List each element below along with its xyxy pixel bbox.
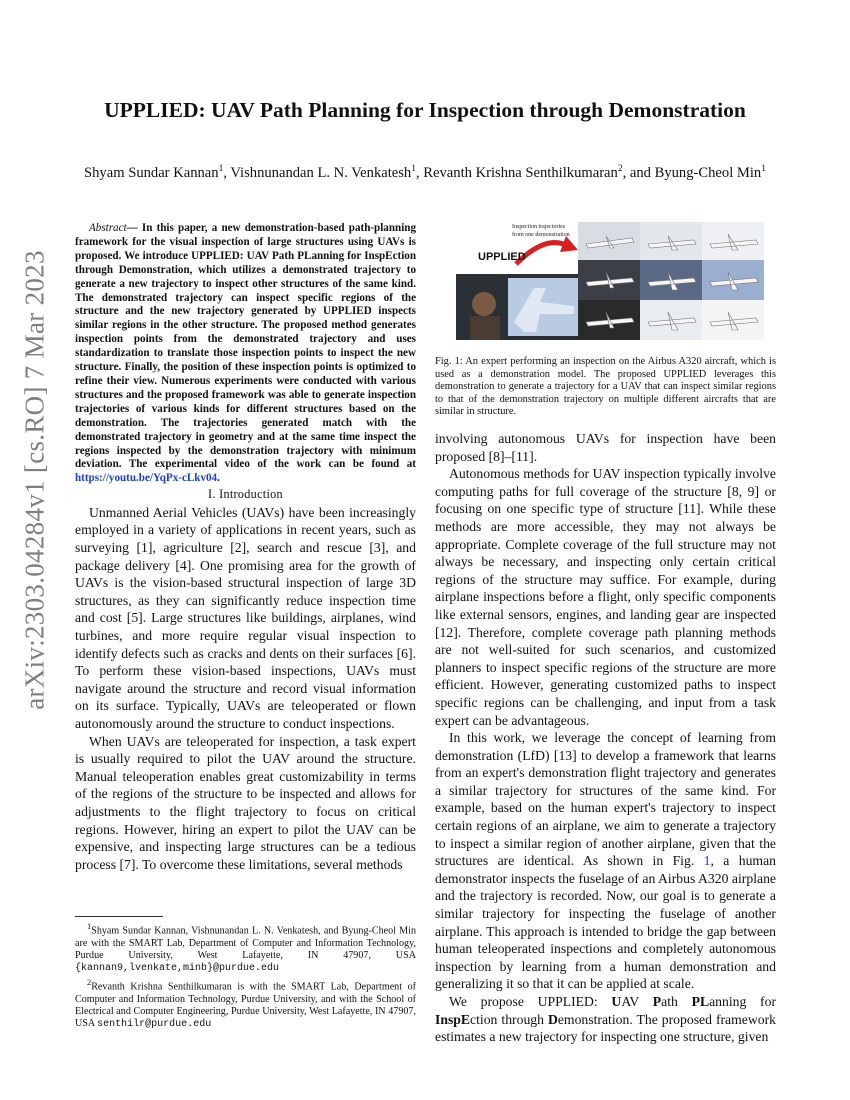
acronym-letter: PL xyxy=(691,994,710,1009)
footnote-email: {kannan9,lvenkate,minb}@purdue.edu xyxy=(75,962,280,974)
footnote-text: Shyam Sundar Kannan, Vishnunandan L. N. Venkatesh, and Byung-Cheol Min are with the SMART Lab, Department of Computer and Information Technology, Purdue University, West Lafayette, IN 47907, USA xyxy=(75,925,416,961)
author-list xyxy=(0,164,850,182)
section-heading: I. Introduction xyxy=(208,487,283,502)
figure-reference-link[interactable]: 1 xyxy=(703,853,711,869)
author-separator: , and xyxy=(622,164,655,181)
affiliation-mark: 2 xyxy=(617,164,623,174)
paper-title: UPPLIED: UAV Path Planning for Inspection through Demonstration xyxy=(104,98,746,122)
affiliation-mark: 1 xyxy=(218,164,224,174)
affiliation-mark: 1 xyxy=(411,164,416,174)
paragraph-text: AV xyxy=(621,994,653,1009)
acronym-letter: D xyxy=(547,1011,558,1027)
right-column xyxy=(435,430,776,1046)
body-paragraph: involving autonomous UAVs for inspection have been proposed [8]–[11]. xyxy=(435,431,776,464)
aircraft-grid xyxy=(578,222,764,340)
footnote-2 xyxy=(75,977,416,1031)
footnotes xyxy=(75,916,416,1033)
paragraph-text: , a human demonstrator inspects the fuselage of an Airbus A320 airplane and the trajectory is recorded. Now, our goal is to generate a similar trajectory for inspecting the fuselage of another airplane. This approach is intended to bridge the gap between human teleoperated inspections and completely autonomous inspection by learning from a human demonstration and generalizing it so that it can be applied at scale. xyxy=(435,853,776,992)
author-name: Revanth Krishna Senthilkumaran xyxy=(423,164,618,181)
paragraph-text: ath xyxy=(661,994,692,1009)
footnote-rule xyxy=(75,916,163,917)
trajectory-label-line-2: from one demonstration xyxy=(512,232,570,238)
acronym-letter: U xyxy=(611,994,622,1009)
arxiv-id: arXiv:2303.04284v1 [cs.RO] 7 Mar 2023 xyxy=(19,250,50,710)
footnote-mark: 1 xyxy=(87,922,92,931)
paragraph-text: ction through xyxy=(470,1011,548,1027)
abstract-end: . xyxy=(217,472,220,485)
paragraph-text: emonstration. The proposed framework estimates a new trajectory for inspecting one structure, given xyxy=(435,1011,776,1045)
author-separator: , xyxy=(415,164,424,181)
author-name: Shyam Sundar Kannan xyxy=(84,164,219,181)
footnote-1 xyxy=(75,921,416,975)
video-link[interactable]: https://youtu.be/YqPx-cLkv04 xyxy=(75,472,218,485)
acronym-letter: P xyxy=(652,994,662,1009)
paragraph-text: We propose UPPLIED: xyxy=(449,994,612,1009)
body-paragraph: Autonomous methods for UAV inspection typically involve computing paths for full coverage of the structure [8, 9] or focusing on one specific type of structure [11]. While these methods are more accessible, they may not always be appropriate. Complete coverage of the full structure may not always be necessary, and inspecting only certain critical regions of the structure may suffice. For example, during airplane inspections before a flight, only specific components like external sensors, engines, and landing gear are inspected [12]. Therefore, complete coverage path planning methods are not well-suited for such scenarios, and customized planners to inspect specific regions of the structure are more efficient. However, generating customized paths to inspect specific regions can be challenging, and input from a task expert can be advantageous. xyxy=(435,466,776,728)
author-name: Vishnunandan L. N. Venkatesh xyxy=(230,164,412,181)
left-column xyxy=(75,222,416,873)
author-separator: , xyxy=(223,164,231,181)
upplied-label: UPPLIED xyxy=(478,251,526,263)
paragraph-text: anning for xyxy=(709,994,777,1009)
body-paragraph xyxy=(435,993,776,1046)
figure-illustration xyxy=(456,222,764,340)
author-name: Byung-Cheol Min xyxy=(654,164,762,181)
arxiv-sidebar-stamp xyxy=(10,250,60,710)
figure-caption: Fig. 1: An expert performing an inspection on the Airbus A320 aircraft, which is used as a demonstration model. The proposed UPPLIED leverages this demonstration to generate a trajectory for a UAV that can inspect similar regions to that of the demonstration trajectory on multiple different aircrafts that are similar in structure. xyxy=(435,356,776,418)
footnote-mark: 2 xyxy=(87,978,92,988)
abstract-body: In this paper, a new demonstration-based path-planning framework for the visual inspection of large structures using UAVs is proposed. We introduce UPPLIED: UAV Path PLanning for InspEction through Demonstration, which utilizes a demonstrated trajectory to generate a new trajectory to inspect other structures of the same kind. The demonstrated trajectory can inspect specific regions of the structure and the new trajectory generated by UPPLIED inspects similar regions in the other structure. The proposed method generates inspection points from the demonstrated trajectory and uses standardization to translate those inspection points to inspect the new structure. Finally, the position of these inspection points is optimized to refine their view. Numerous experiments were conducted with various structures and the proposed framework was able to generate inspection trajectories of various kinds for different structures based on the demonstration. The trajectories generated match with the demonstrated trajectory in geometry and at the same time inspect the regions inspected by the demonstration trajectory with minimum deviation. The experimental video of the work can be found at xyxy=(75,222,416,471)
acronym-letter: E xyxy=(460,1011,471,1027)
abstract-dash: — xyxy=(126,222,142,234)
intro-paragraph: When UAVs are teleoperated for inspection, a task expert is usually required to pilot the UAV around the structure. Manual teleoperation enables great customizability in terms of the regions of the structure to be inspected and allows for adjustments to the flight trajectory to focus on critical regions. However, hiring an expert to pilot the UAV can be expensive, and inspecting large structures can be a tedious process [7]. To overcome these limitations, several methods xyxy=(75,733,416,872)
figure-1 xyxy=(456,222,764,340)
acronym-letter: Insp xyxy=(435,1011,461,1027)
abstract-label: Abstract xyxy=(89,222,127,234)
trajectory-label-line-1: Inspection trajectories xyxy=(512,224,566,230)
footnote-email: senthilr@purdue.edu xyxy=(97,1019,212,1031)
body-paragraph xyxy=(435,729,776,993)
intro-paragraph: Unmanned Aerial Vehicles (UAVs) have been increasingly employed in a variety of applications in recent years, such as surveying [1], agriculture [2], search and rescue [3], and package delivery [4]. One promising area for the growth of UAVs is the vision-based structural inspection of large 3D structures, as they can significantly reduce inspection time and cost [5]. Large structures like buildings, airplanes, wind turbines, and more require regular visual inspection to identify defects such as cracks and dents on their surfaces [6]. To perform these vision-based inspections, UAVs must navigate around the structure and record visual information on its surface. Typically, UAVs are teleoperated or flown autonomously around the structure to conduct inspections. xyxy=(75,504,416,731)
abstract xyxy=(75,222,416,486)
affiliation-mark: 1 xyxy=(761,164,766,174)
paragraph-text: In this work, we leverage the concept of learning from demonstration (LfD) [13] to develop a framework that learns from an expert's demonstration flight trajectory and generates a similar trajectory for structures of the same kind. For example, based on the human expert's trajectory to inspect certain regions of an airplane, we aim to generate a trajectory to inspect a similar region of another airplane, given that the structures are identical. As shown in Fig. xyxy=(435,730,776,869)
person-body xyxy=(470,316,500,340)
person-head xyxy=(472,292,496,316)
footnote-text: Revanth Krishna Senthilkumaran is with the SMART Lab, Department of Computer and Information Technology, Purdue University, and with the School of Electrical and Computer Engineering, Purdue University, West Lafayette, IN 47907, USA xyxy=(75,981,416,1030)
